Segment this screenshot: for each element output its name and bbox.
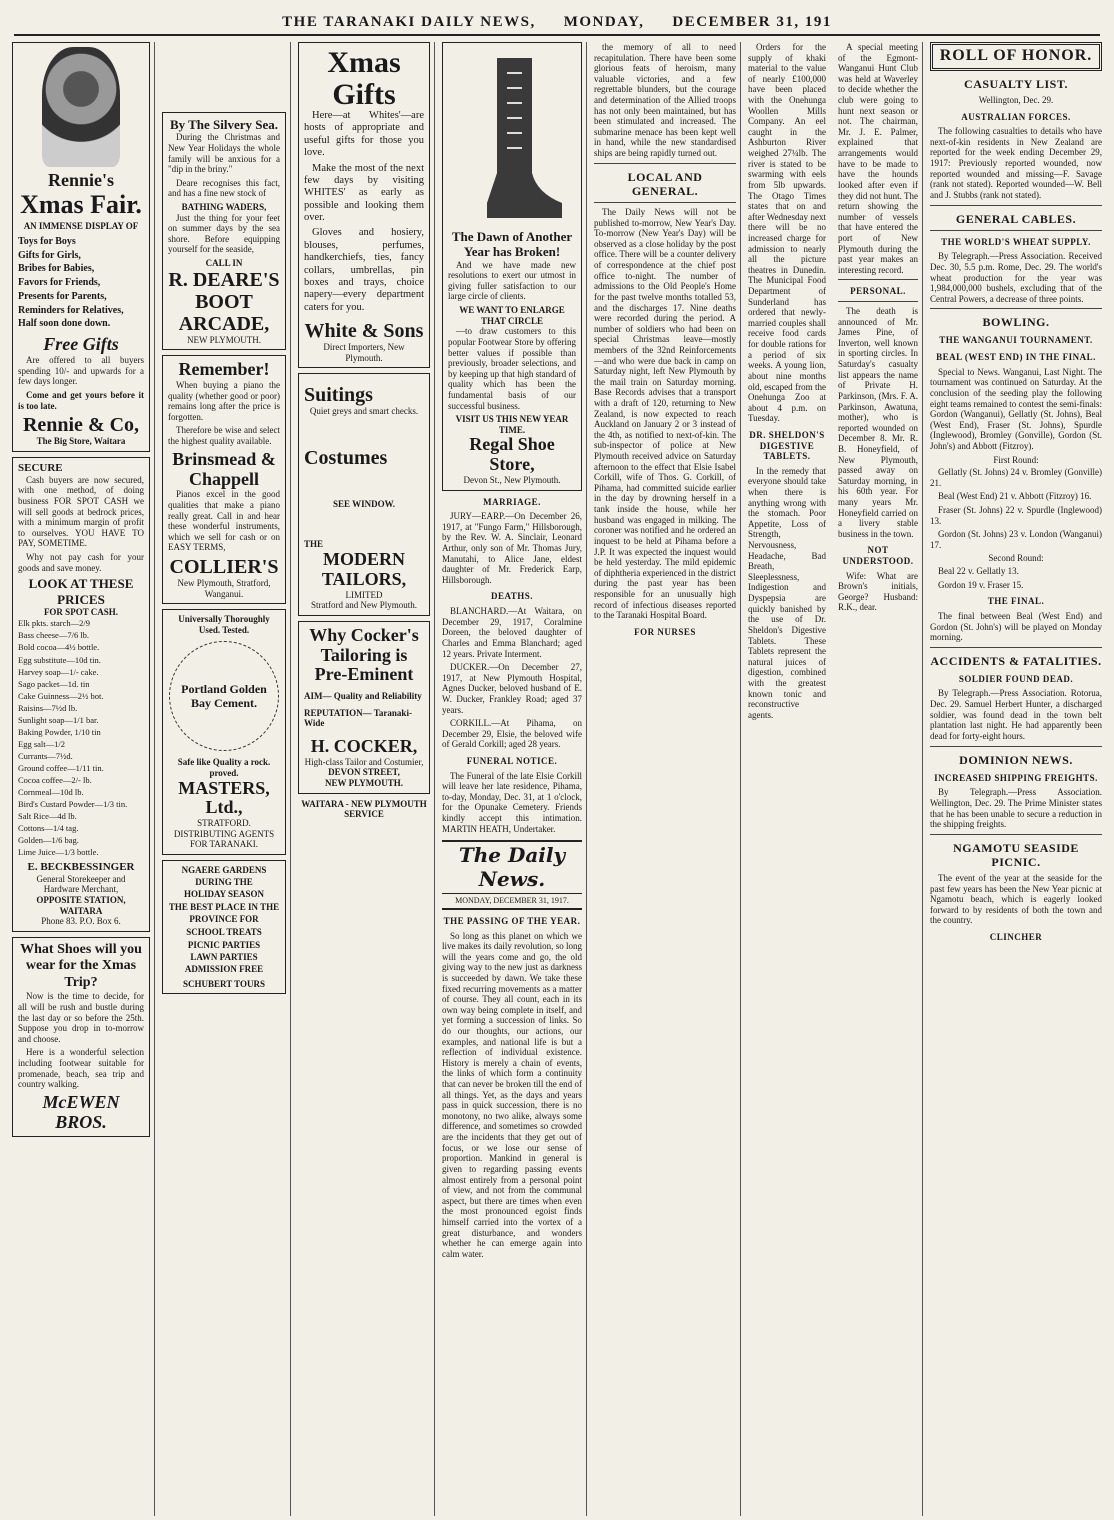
wheat-text: By Telegraph.—Press Association. Received Dec. 30, 5.5 p.m. Rome, Dec. 29. The world's wheat production for the year was 1,984,000,000 bushels, excluding that of the Central Powers, a decrease of three points. [930,251,1102,304]
final-heading: THE FINAL. [987,596,1045,607]
enlarge-heading: WE WANT TO ENLARGE THAT CIRCLE [459,305,565,326]
list-item: Sunlight soap—1/1 bar. [18,714,99,725]
rennie-co-title: Rennie & Co, [22,414,140,437]
list-item: PICNIC PARTIES [187,939,261,950]
roll-of-honor-heading: ROLL OF HONOR. [930,42,1102,71]
beckbessinger-phone: Phone 83. P.O. Box 6. [41,916,121,927]
accidents-heading: ACCIDENTS & FATALITIES. [930,653,1102,668]
schubert-text: SCHUBERT TOURS [183,978,265,989]
colliers-ad [162,355,286,604]
masters-ad [162,609,286,855]
list-item: Harvey soap—1/- cake. [18,666,99,677]
australian-heading: AUSTRALIAN FORCES. [961,111,1071,122]
masters-dist: DISTRIBUTING AGENTS FOR TARANAKI. [173,828,275,850]
therefore-text: Therefore be wise and select the highest quality available. [168,425,280,447]
masters-place: STRATFORD. [197,818,251,829]
bathing-waders: BATHING WADERS, [181,201,267,212]
shoes-text: Now is the time to decide, for all will be rush and bustle during the last day or so before the 25th. Suppose you drop in to-morrow and choose. [18,991,144,1044]
round-result: Fraser (St. Johns) 22 v. Spurdle (Inglewood) 13. [930,505,1102,526]
shipping-text: By Telegraph.—Press Association. Wellington, Dec. 29. The Prime Minister states that he has been unable to secure a reduction in the shipping freights. [930,787,1102,830]
list-item: THE BEST PLACE IN THE [168,901,280,912]
mcewen-name: McEWEN BROS. [42,1091,120,1132]
cocker-street: DEVON STREET, [328,767,400,778]
casualty-heading: CASUALTY LIST. [964,76,1068,91]
silvery-text: During the Christmas and New Year Holidays the whole family will be anxious for a "dip in the briny." [168,132,280,175]
deare-name: R. DEARE'S [168,268,280,291]
free-gifts-text: Are offered to all buyers spending 10/- and upwards for a few days longer. [18,355,144,387]
sheldon-heading: DR. SHELDON'S DIGESTIVE TABLETS. [749,429,825,462]
santa-illustration [42,47,120,167]
local-general-text: The Daily News will not be published to-morrow, New Year's Day. To-morrow (New Year's Day) will be observed as a close holiday by the post office. There will be a counter delivery of correspondence at the chief post office to-night. The number of admissions to the Old People's Home for the past twelve months totalled 53, and the discharges 17. Nine deaths were recorded during the period. A number of soldiers who had been on special Christmas leave—mostly members of the 32nd Reinforcements—and who were due back in camp on Saturday night, left New Plymouth by the mail train on Saturday morning. Base Records advises that a transport with a draft of 120, returning to New Zealand, is now expected to reach Auckland on January 2 or 3 instead of the 4th, as notified to next-of-kin. The sub-inspector of police at New Plymouth received advice on Saturday afternoon to the effect that Elsie Isabel Corkill, wife of Thos. G. Corkill, of Pihama, had committed suicide earlier in the day by drowning herself in a tank inside the house, while her husband was engaged in milking. The coroner was notified and he ordered an inquest to be held at Pihama before a J.P. It was expected the inquest would be held yesterday. The mild epidemic of diphtheria experienced in the district during the past year has been responsible for an unusually high record of infectious diseases reported to the Taranaki Hospital Board. [594,207,736,621]
look-heading: LOOK AT THESE PRICES [28,576,134,607]
price-list [18,617,144,857]
divider [838,301,918,302]
deaths-heading: DEATHS. [490,591,534,602]
column-rule [290,42,291,1516]
gifts-title: Gifts [332,77,396,111]
safe-text: Safe like Quality a rock. proved. [177,757,271,778]
beal-heading: BEAL (WEST END) IN THE FINAL. [936,352,1096,363]
column-3 [294,42,434,1516]
article-text: A special meeting of the Egmont-Wanganui Hunt Club was held at Waverley to decide whether the club were going to hunt next season or not. The chairman, Mr. J. E. Palmer, explained that arrangements would have to be made to have the hounds looked after even if they did not hunt. The return showing the number of vessels that have entered the port of New Plymouth during the past year makes an interesting record. [838,42,918,275]
masthead [14,4,1100,36]
why-cocker-title: Why Cocker's Tailoring is Pre-Eminent [309,624,419,685]
bowling-text: Special to News. Wanganui, Last Night. The tournament was continued on Saturday. At the conclusion of the seeding play the following eight teams remained to contest the semi-finals: Gordon (Wanganui), Gellatly (St. Johns), Beal (West End), Fraser (St. Johns), Spurdle (Inglewood), Bromley (Gonville), Gordon (St. John's) and Abbott (Fitzroy). [930,366,1102,451]
not-understood-heading: NOT UNDERSTOOD. [842,545,914,567]
column-8 [926,42,1106,1516]
boot-illustration [457,53,567,223]
cocker-name: H. COCKER, [310,736,418,757]
brinsmead-text: Pianos excel in the good qualities that make a piano really great. Call in and hear these wonderful instruments, which we sell for cash or on EASY TERMS, [168,489,280,553]
ngamotu-heading: NGAMOTU SEASIDE PICNIC. [953,840,1079,869]
list-item: Cake Guinness—2½ bot. [18,690,104,701]
round-result: Gellatly (St. Johns) 24 v. Bromley (Gonville) 21. [930,467,1102,488]
divider [930,647,1102,648]
the-text: THE [304,539,324,550]
whites-ad [298,42,430,368]
column-rule [434,42,435,1516]
column-rule [740,42,741,1516]
brinsmead-title: Brinsmead & Chappell [172,448,276,489]
round-result: Beal (West End) 21 v. Abbott (Fitzroy) 16. [938,491,1092,502]
whites-here: Here—at Whites'—are hosts of appropriate and useful gifts for those you love. [304,110,424,159]
list-item: Reminders for Relatives, [18,304,124,316]
funeral-text: The Funeral of the late Elsie Corkill will leave her late residence, Pihama, to-day, Monday, Dec. 31, at 1 o'clock, for the Opunake Cemetery. Friends kindly accept this intimation. MARTIN HEATH, Undertaker. [442,770,582,834]
dawn-text: And we have made new resolutions to exert our utmost in giving fuller satisfaction to our large circle of clients. [448,259,576,302]
column-2 [158,42,290,1516]
masthead-date: DECEMBER 31, 191 [672,14,832,31]
deare-arcade: ARCADE, [178,312,270,335]
shipping-heading: INCREASED SHIPPING FREIGHTS. [934,772,1098,783]
big-store: The Big Store, Waitara [36,436,126,447]
colliers-places: New Plymouth, Stratford, Wanganui. [177,577,271,599]
dominion-heading: DOMINION NEWS. [959,752,1073,767]
list-item: Gifts for Girls, [18,249,81,261]
list-item: LAWN PARTIES [190,952,258,963]
death-notice: BLANCHARD.—At Waitara, on December 29, 1917, Coralmine Doreen, the beloved daughter of Charles and Emma Blanchard; aged 12 years. Private Interment. [442,606,582,659]
column-1 [8,42,154,1516]
list-item: DURING THE [195,876,253,887]
rennie-ad [12,42,150,452]
white-sons-name: White & Sons [304,320,424,342]
tailors-title: TAILORS, [321,568,407,589]
first-round: First Round: [993,454,1039,465]
xmas-fair-title: Xmas Fair. [20,189,142,219]
funeral-heading: FUNERAL NOTICE. [466,756,558,767]
deare-boot: BOOT [195,290,253,313]
shoes-title: What Shoes will you wear for the Xmas Trip? [20,941,142,990]
gardens-list [168,876,280,964]
list-item: Presents for Parents, [18,290,107,302]
costumes-title: Costumes [304,446,388,469]
modern-tailors-ad [298,373,430,616]
nurses-heading: FOR NURSES [634,626,696,637]
beckbessinger-place: OPPOSITE STATION, WAITARA [36,894,126,916]
rennie-title: Rennie's [47,170,114,190]
gardens-ad [162,860,286,994]
list-item: Golden—1/6 bag. [18,834,79,845]
tailors-street: Stratford and New Plymouth. [311,600,417,611]
universally-text: Universally Thoroughly Used. Tested. [178,614,270,635]
come-text: Come and get yours before it is too late. [18,389,144,411]
cables-heading: GENERAL CABLES. [955,211,1077,226]
secure-text: Cash buyers are now secured, with one method, of doing business FOR SPOT CASH we will sell goods at bedrock prices, with a minimum margin of profit to ourselves. YOU HAVE TO PAY, SOMETIME. [18,474,144,549]
round-result: Gordon (St. Johns) 23 v. London (Wanganui) 17. [930,529,1102,550]
divider [930,834,1102,835]
clincher-heading: CLINCHER [989,932,1043,943]
deare-ad [162,112,286,350]
suitings-title: Suitings [304,384,373,407]
boot-icon [457,53,567,223]
divider [594,202,736,203]
soldier-heading: SOLDIER FOUND DEAD. [958,673,1074,684]
list-item: Egg substitute—10d tin. [18,654,101,665]
list-item: Cornmeal—10d lb. [18,786,84,797]
column-rule [922,42,923,1516]
deare-place: NEW PLYMOUTH. [187,334,261,345]
secure-heading: SECURE [18,461,63,474]
list-item: Egg salt—1/2 [18,738,65,749]
dawn-title: The Dawn of Another Year has Broken! [451,229,573,260]
aim-text: AIM— Quality and Reliability [304,691,422,702]
not-understood-text: Wife: What are Brown's initials, George? Husband: R.K., dear. [838,570,918,613]
colliers-name: COLLIER'S [169,555,279,578]
enlarge-text: —to draw customers to this popular Footwear Store by offering better values if possible than previously, broader selections, and by keeping up that high standard of quality which has been the fundamental basis of our successful business. [448,326,576,411]
editorial-heading: THE PASSING OF THE YEAR. [443,915,581,926]
whites-make: Make the most of the next few days by visiting WHITES' as early as possible and looking them over. [304,162,424,223]
admission-text: ADMISSION FREE [184,963,264,974]
list-item: Lime Juice—1/3 bottle. [18,846,99,857]
quiet-text: Quiet greys and smart checks. [309,406,419,417]
gift-list [18,235,144,332]
list-item: Elk pkts. starch—2/9 [18,618,91,629]
list-item: Cocoa coffee—2/- lb. [18,774,92,785]
divider [594,163,736,164]
deare-text: Deare recognises this fact, and has a fine new stock of [168,177,280,199]
reputation-text: REPUTATION— Taranaki-Wide [304,707,412,729]
list-item: Toys for Boys [18,235,76,247]
column-7 [834,42,922,1516]
list-item: HOLIDAY SEASON [183,889,265,900]
soldier-text: By Telegraph.—Press Association. Rotorua, Dec. 29. Samuel Herbert Hunter, a discharged soldier, was found dead in the town belt plantation last night. He had apparently been dead for forty-eight hours. [930,688,1102,741]
mcewen-ad [12,937,150,1138]
cocker-place: NEW PLYMOUTH. [324,778,403,789]
list-item: Bass cheese—7/6 lb. [18,630,90,641]
round-result: Beal 22 v. Gellatly 13. [938,566,1019,577]
cocker-ad [298,621,430,794]
whites-gloves: Gloves and hosiery, blouses, perfumes, handkerchiefs, ties, fancy collars, umbrellas, pin boxes and trays, choice napery—every department caters for you. [304,227,424,313]
beckbessinger-ad [12,457,150,932]
wheat-heading: THE WORLD'S WHEAT SUPPLY. [941,236,1091,247]
local-general-heading: LOCAL AND GENERAL. [627,169,703,198]
call-in: CALL IN [205,258,243,269]
display-heading: AN IMMENSE DISPLAY OF [23,221,139,232]
why-text: Why not pay cash for your goods and save money. [18,551,144,573]
divider [930,230,1102,231]
white-sons-sub: Direct Importers, New Plymouth. [323,342,405,363]
personal-heading: PERSONAL. [850,286,906,297]
editorial-text: So long as this planet on which we live makes its daily revolution, so long will the years come and go, the old giving way to the new just as darkness is succeeded by dawn. We take these fixed recurring movements as a matter of course. They all count, each in its own way being complete in itself, and yet forming a succession of links. So do our thoughts, our actions, our examples, and national life is but a reflection of individual existence. History is merely a chain of events, the links of which form a continuity that can never be broken till the end of all things. Yet, as the days and years pass in quick succession, there is no monotony, no two alike, always some difference, and sometimes so crowded are the incidents that they get out of focus, or we lose our sense of proportion. Mankind in general is given to regarding passing events almost entirely from a personal point of view, and not from the communal aspect, but there are times when even the most pronounced egoist finds himself carried into the vortex of a great disturbance, and wonders whether he can emerge again into calm water. [442,930,582,1259]
second-round: Second Round: [988,553,1044,564]
ngamotu-text: The event of the year at the seaside for the past few years has been the New Year picnic at Ngamotu beach, which is eagerly looked forward to by residents of both the town and the country. [930,873,1102,926]
newspaper-flag: The Daily News. [442,840,582,894]
visit-text: VISIT US THIS NEW YEAR TIME. [455,414,569,435]
beckbessinger-name: E. BECKBESSINGER [27,860,135,873]
gardens-title: NGAERE GARDENS [181,865,267,876]
column-6 [744,42,830,1516]
list-item: Cottons—1/4 tag. [18,822,79,833]
divider [930,308,1102,309]
marriage-text: JURY—EARP.—On December 26, 1917, at "Fungo Farm," Hillsborough, by the Rev. W. A. Sinclair, Leonard Arthur, only son of Mr. Thomas Jury, Manutahi, to Alice Jane, eldest daughter of Mr. Frederick Earp, Hillsborough. [442,511,582,585]
list-item: Ground coffee—1/11 tin. [18,762,104,773]
sheldon-text: In the remedy that everyone should take when there is anything wrong with the stomach. Poor Appetite, Loss of Strength, Nervousness, Headache, Bad Breath, Sleeplessness, Indigestion and Dyspepsia are quickly banished by the use of Dr. Sheldon's Digestive Tablets. These Tablets represent the natural juices of digestion, combined with the greatest known tonic and reconstructive agents. [748,465,826,720]
divider [930,205,1102,206]
limited-text: LIMITED [345,589,383,600]
personal-text: The death is announced of Mr. James Pine, of Inverton, well known in sporting circles. In Saturday's casualty list appears the name of Private H. Parkinson, (Mrs. F. A. Parkinson, Awatuna, mother), who is reported wounded on December 8. Mr. R. B. Honeyfield, of New Plymouth, passed away on Saturday morning, in his 60th year. For many years Mr. Honeyfield carried on a livery stable business in the town. [838,306,918,539]
list-item: Bribes for Babies, [18,263,95,275]
just-text: Just the thing for your feet on summer days by the sea shore. Before equipping yourself for the seaside, [168,212,280,255]
regal-ad [442,42,582,491]
list-item: Currants—7½d. [18,750,73,761]
see-window: SEE WINDOW. [332,498,396,509]
article-text: the memory of all to need recapitulation. There have been some glorious feats of heroism, many valuable victories, and a few regrettable blunders, but the courage and determination of the Allied troops has not only been maintained, but has been stimulated and increased. The submarine menace has been kept well in hand, while the new standardised ships are being rapidly turned out. [594,42,736,159]
portland-cement-circle: Portland Golden Bay Cement. [169,641,279,751]
cocker-sub: High-class Tailor and Costumier, [304,756,424,767]
free-gifts-title: Free Gifts [43,334,119,355]
death-notice: CORKILL.—At Pihama, on December 29, Elsie, the beloved wife of Gerald Corkill; aged 28 years. [442,718,582,750]
shoes-more: Here is a wonderful selection including footwear suitable for promenade, beach, sea trip and country walking. [18,1047,144,1090]
bowling-heading: BOWLING. [982,315,1050,330]
masthead-title: THE TARANAKI DAILY NEWS, [282,14,536,31]
death-notice: DUCKER.—On December 27, 1917, at New Plymouth Hospital, Agnes Ducker, beloved husband of E. W. Ducker, Frankley Road; aged 37 years. [442,662,582,715]
column-rule [154,42,155,1516]
article-text: Orders for the supply of khaki material to the value of nearly £100,000 have been placed with the Onehunga Woollen Mills Company. An eel caught in the Ashburton River weighed 27¼lb. The river is stated to be swarming with eels from 5lb upwards. The Otago Times states that on and after Wednesday next there will be no increased charge for admission to nearly all the picture theatres in Dunedin. The Municipal Food Department of Sunderland has ordered that newly-married couples shall receive food cards for double rations for a period of six weeks. A young lion, about nine months old, escaped from the Onehunga Zoo at about 4 p.m. on Tuesday. [748,42,826,424]
list-item: Raisins—7½d lb. [18,702,78,713]
column-5 [590,42,740,1516]
final-text: The final between Beal (West End) and Gordon (St. John's) will be played on Monday morning. [930,610,1102,643]
casualty-text: The following casualties to details who have next-of-kin residents in New Zealand are reported for the week ending December 29, 1917: Previously reported wounded, now reported wounded and missing—F. Savage (rank not stated). Reported wounded—W. Bell and J. Stubbs (rank not stated). [930,126,1102,200]
masters-name: MASTERS, Ltd., [178,777,270,818]
list-item: Bird's Custard Powder—1/3 tin. [18,798,128,809]
list-item: Half soon done down. [18,318,111,330]
regal-place: Devon St., New Plymouth. [463,475,561,485]
divider [930,746,1102,747]
list-item: Salt Rice—4d lb. [18,810,77,821]
list-item: Bold cocoa—4½ bottle. [18,642,100,653]
spot-heading: FOR SPOT CASH. [43,606,119,617]
list-item: Sago packet—1d. tin [18,678,90,689]
waitara-service: WAITARA - NEW PLYMOUTH SERVICE [301,798,427,820]
tournament-heading: THE WANGANUI TOURNAMENT. [939,335,1093,346]
column-rule [586,42,587,1516]
editorial-dateline: MONDAY, DECEMBER 31, 1917. [442,896,582,909]
divider [838,279,918,280]
beckbessinger-sub: General Storekeeper and Hardware Merchant, [36,873,126,895]
list-item: Baking Powder, 1/10 tin [18,726,101,737]
modern-title: MODERN [323,549,405,570]
list-item: PROVINCE FOR [189,914,259,925]
remember-text: When buying a piano the quality (whether good or poor) remains long after the price is forgotten. [168,380,280,422]
column-4 [438,42,586,1516]
regal-name: Regal Shoe Store, [469,434,555,475]
remember-title: Remember! [178,359,270,380]
marriage-heading: MARRIAGE. [483,496,541,507]
list-item: SCHOOL TREATS [186,927,262,938]
xmas-title: Xmas [327,46,401,79]
list-item: Favors for Friends, [18,277,101,289]
masthead-day: MONDAY, [563,14,645,31]
round-result: Gordon 19 v. Fraser 15. [938,579,1024,590]
casualty-date: Wellington, Dec. 29. [978,95,1054,106]
silvery-title: By The Silvery Sea. [169,117,279,132]
